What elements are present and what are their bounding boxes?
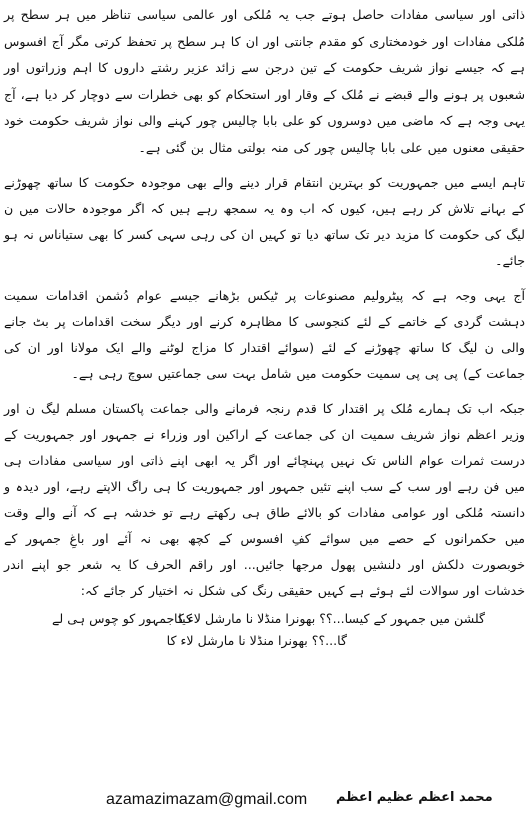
verse-line-1-right: گلشن میں جمہور کے کیسا...؟؟ بھونرا منڈلا نا مارشل لاء کا: [174, 611, 485, 626]
paragraph-1: ذاتی اور سیاسی مفادات حاصل ہوتے جب یہ مُلکی اور عالمی سیاسی تناظر میں ہر سطح پر مُلکی مفادات اور خودمختاری کو مقدم جانتی اور ان کا ہر سطح پر تحفظ کرتی مگر آج افسوس ہے کہ جیسے نواز شریف حکومت کے تین درجن سے زائد عزیر رشتے داروں کا اہم وزراتوں اور شعبوں پر ہونے والے قبضے نے مُلک کے وقار اور استحکام کو بھی خطرات سے دوچار کر دیا ہے، آج یہی وجہ ہے کہ ماضی میں دوسروں کو علی بابا چالیس چور کہنے والی نواز شریف حکومت خود حقیقی معنوں میں علی بابا چالیس چور کی منہ بولتی مثال بن گئی ہے۔: [4, 7, 525, 155]
author-email-link[interactable]: azamazimazam@gmail.com: [106, 791, 308, 808]
poem-verse: [4, 609, 525, 653]
paragraph-3: آج یہی وجہ ہے کہ پیٹرولیم مصنوعات پر ٹیکس بڑھانے جیسے عوام دُشمن اقدامات سمیت دہشت گردی کے خاتمے کے لئے کنجوسی کا مظاہرہ کرنے اور دیگر سخت اقدامات پر بٹ جانے والی ن لیگ کا ساتھ چھوڑنے کے لئے (سوائے اقتدار کا مزاج لوٹنے والے ایک مولانا اور ان کی جماعت کے) پی پی پی سمیت حکومت میں شامل بہت سی جماعتیں سوچ رہی ہے۔: [4, 288, 525, 381]
verse-line-2: گا...؟؟ بھونرا منڈلا نا مارشل لاء کا: [166, 633, 347, 648]
author-name: محمد اعظم عظیم اعظم: [336, 790, 493, 805]
author-signature: [0, 787, 529, 817]
paragraph-4: جبکہ اب تک ہمارے مُلک پر اقتدار کا قدم رنجہ فرمانے والی جماعت پاکستان مسلم لیگ ن اور وزیر اعظم نواز شریف سمیت ان کی جماعت کے اراکین اور وزراء نے جمہور اور جمہوریت کے درست ثمرات عوام الناس تک نہیں پہنچائے اور اگر یہ ابھی اپنے ذاتی اور سیاسی مفادات ہی میں فن رہے اور سب کے سب اپنے تئیں جمہور اور جمہوریت کا ہی راگ الاپتے رہے، اور دیدہ و دانستہ مُلکی اور عوامی مفادات کو بالائے طاق ہی رکھتے رہے تو خدشہ ہے کہ آنے والے وقت میں حکمرانوں کے حصے میں سوائے کفِ افسوس کے کچھ بھی نہ آئے اور باغِ جمہور کے خوبصورت دلکش اور دلنشیں پھول مرجھا جائیں... اور راقم الحرف کا یہ شعر جو اپنے اندر خدشات اور سوالات لئے ہوئے ہے کہیں حقیقی رنگ کی شکل نہ اختیار کر جائے کہ:: [4, 401, 525, 598]
verse-line-1-left: کیا جمہور کو چوس ہی لے: [52, 611, 192, 626]
paragraph-2: تاہم ایسے میں جمہوریت کو بہترین انتقام قرار دینے والے بھی موجودہ حکومت کا ساتھ چھوڑنے کے بہانے تلاش کر رہے ہیں، کیوں کہ اب وہ یہ سمجھ رہے ہیں کہ اگر موجودہ حالات میں ن لیگ کی حکومت کا مزید دیر تک ساتھ دیا تو کہیں ان کی رہی سہی کسر کا بھی ستیاناس نہ ہو جائے۔: [4, 175, 525, 268]
